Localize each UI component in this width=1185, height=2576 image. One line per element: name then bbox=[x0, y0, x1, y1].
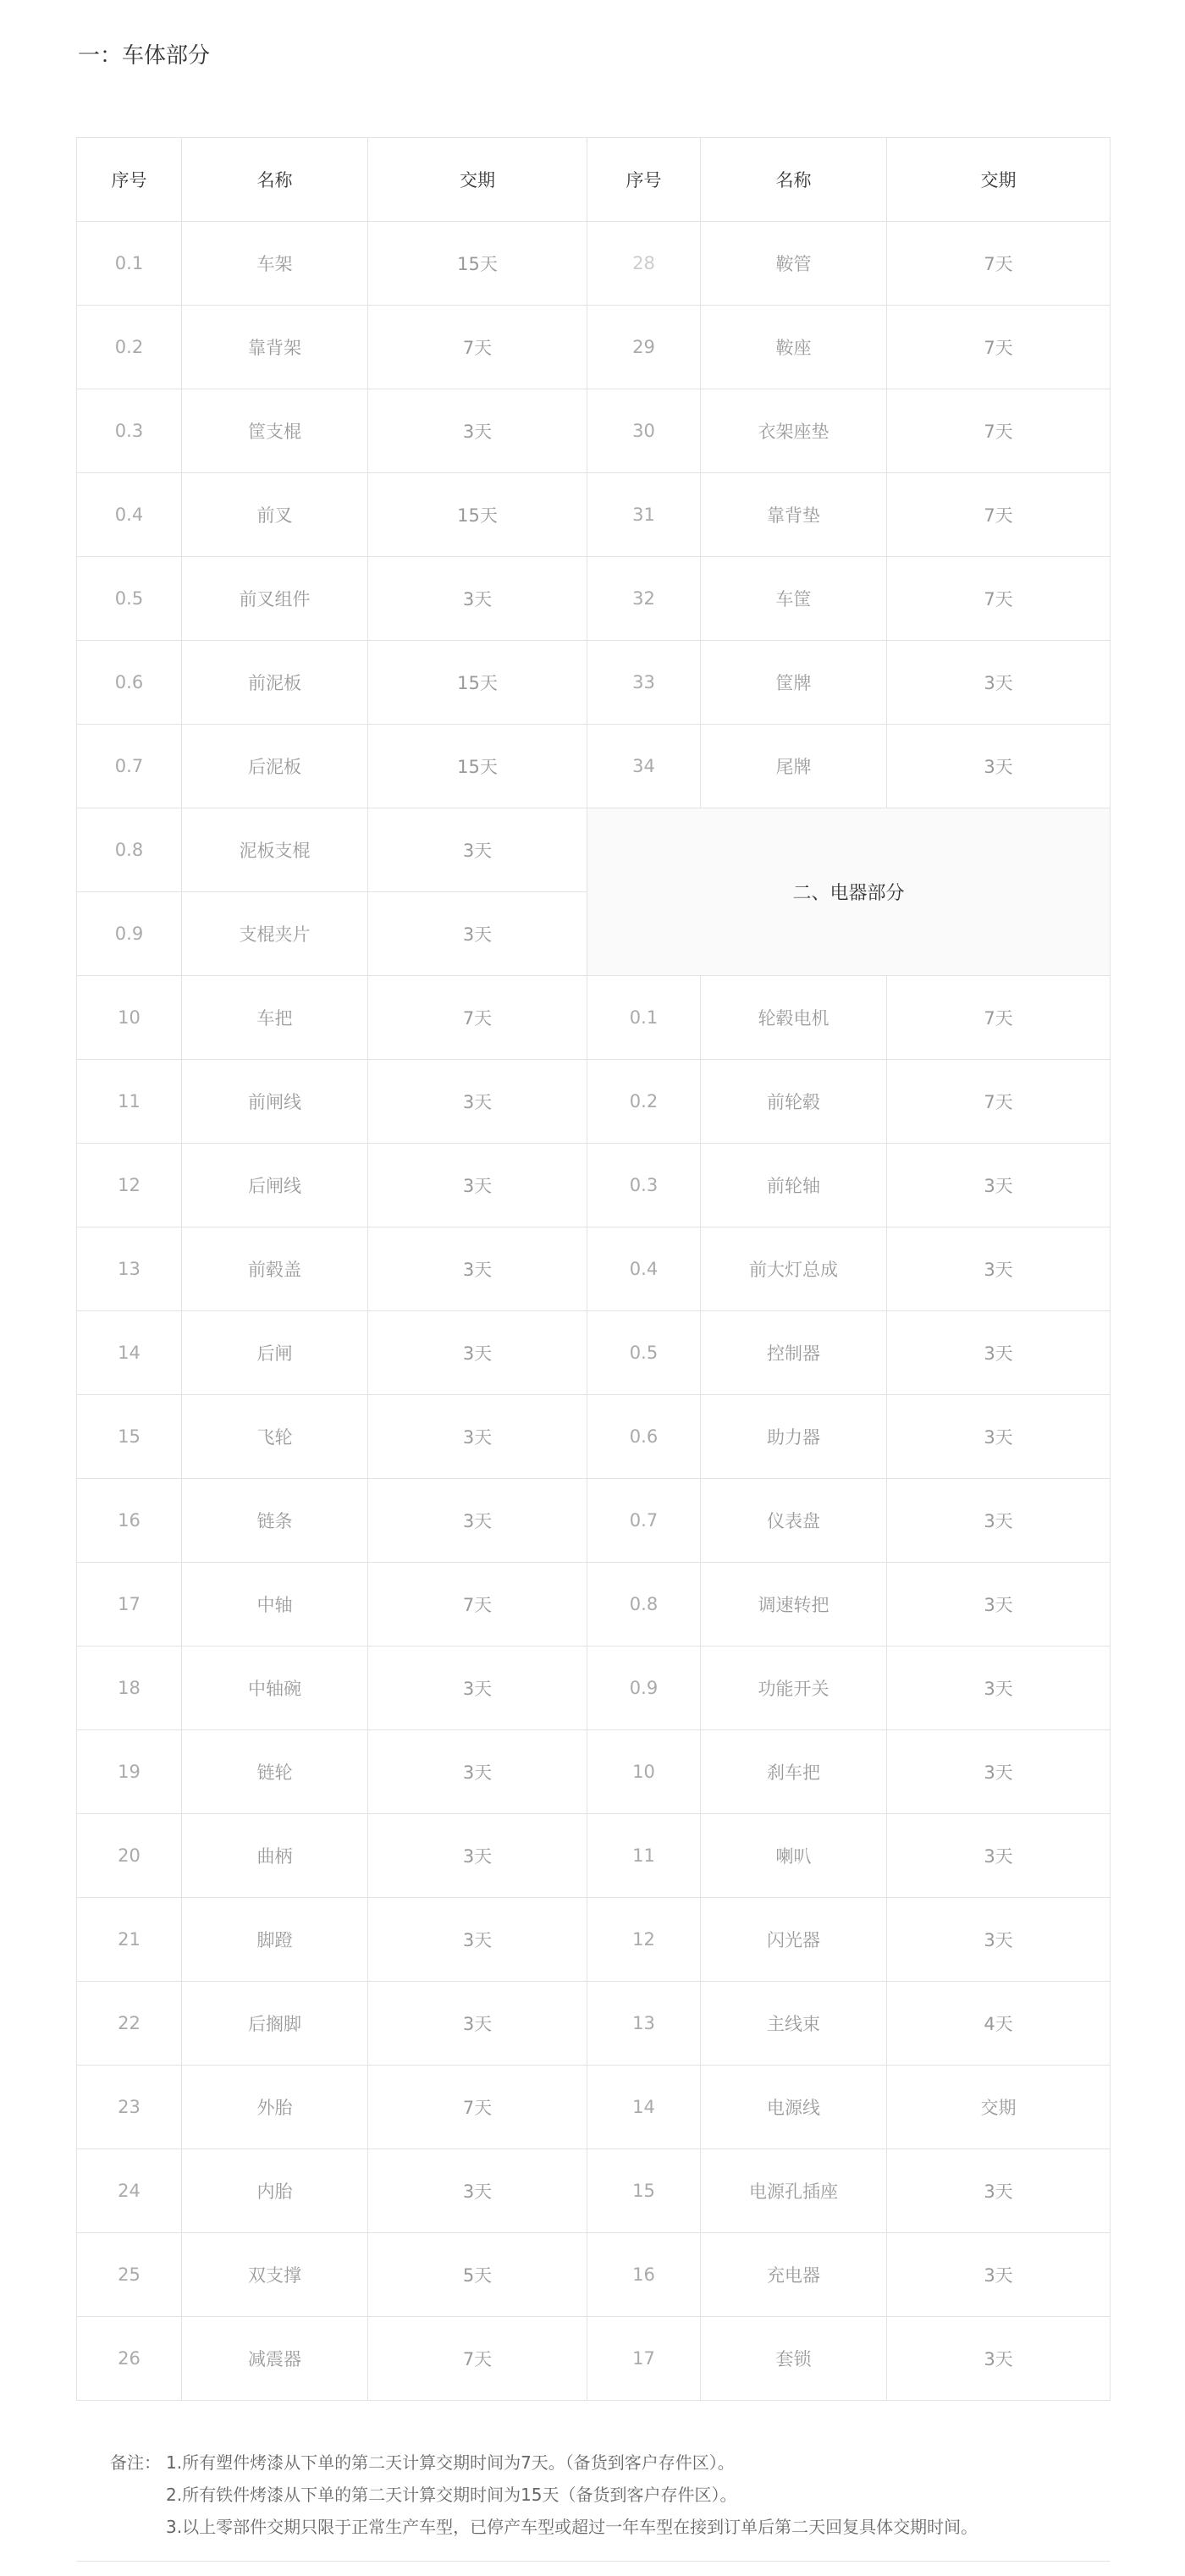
left-seq-cell: 0.3 bbox=[77, 389, 182, 473]
right-lead-cell: 3天 bbox=[887, 641, 1111, 725]
right-lead-cell: 3天 bbox=[887, 1395, 1111, 1479]
left-seq-cell: 15 bbox=[77, 1395, 182, 1479]
right-lead-cell: 7天 bbox=[887, 976, 1111, 1060]
right-name-cell: 主线束 bbox=[701, 1982, 887, 2066]
right-lead-cell: 3天 bbox=[887, 2317, 1111, 2401]
left-lead-cell: 3天 bbox=[368, 1730, 587, 1814]
right-seq-cell: 33 bbox=[587, 641, 701, 725]
left-seq-cell: 0.2 bbox=[77, 306, 182, 389]
header-name-left: 名称 bbox=[182, 138, 368, 222]
left-lead-cell: 3天 bbox=[368, 557, 587, 641]
note-line-2: 2.所有铁件烤漆从下单的第二天计算交期时间为15天（备货到客户存件区）。 bbox=[166, 2485, 737, 2505]
left-lead-cell: 3天 bbox=[368, 1144, 587, 1227]
right-name-cell: 仪表盘 bbox=[701, 1479, 887, 1563]
right-lead-cell: 3天 bbox=[887, 1563, 1111, 1647]
left-lead-cell: 3天 bbox=[368, 1982, 587, 2066]
left-lead-cell: 7天 bbox=[368, 2317, 587, 2401]
left-lead-cell: 5天 bbox=[368, 2233, 587, 2317]
right-lead-cell: 3天 bbox=[887, 725, 1111, 808]
left-seq-cell: 0.1 bbox=[77, 222, 182, 306]
table-body bbox=[77, 222, 1111, 2401]
header-seq-right: 序号 bbox=[587, 138, 701, 222]
left-lead-cell: 3天 bbox=[368, 2149, 587, 2233]
table-row bbox=[77, 1479, 1111, 1563]
right-seq-cell: 29 bbox=[587, 306, 701, 389]
left-seq-cell: 0.5 bbox=[77, 557, 182, 641]
table-row bbox=[77, 389, 1111, 473]
left-seq-cell: 21 bbox=[77, 1898, 182, 1982]
left-name-cell: 前闸线 bbox=[182, 1060, 368, 1144]
table-row bbox=[77, 306, 1111, 389]
right-name-cell: 轮毂电机 bbox=[701, 976, 887, 1060]
right-lead-cell: 3天 bbox=[887, 2149, 1111, 2233]
left-lead-cell: 7天 bbox=[368, 976, 587, 1060]
right-name-cell: 筐牌 bbox=[701, 641, 887, 725]
left-seq-cell: 16 bbox=[77, 1479, 182, 1563]
right-name-cell: 前大灯总成 bbox=[701, 1227, 887, 1311]
table-row bbox=[77, 473, 1111, 557]
right-seq-cell: 13 bbox=[587, 1982, 701, 2066]
right-lead-cell: 3天 bbox=[887, 1227, 1111, 1311]
table-row bbox=[77, 1144, 1111, 1227]
right-lead-cell: 3天 bbox=[887, 2233, 1111, 2317]
table-row bbox=[77, 725, 1111, 808]
table-row bbox=[77, 1395, 1111, 1479]
left-seq-cell: 0.4 bbox=[77, 473, 182, 557]
table-row bbox=[77, 1898, 1111, 1982]
left-name-cell: 链条 bbox=[182, 1479, 368, 1563]
page-title: 一：车体部分 bbox=[78, 43, 211, 69]
right-lead-cell: 7天 bbox=[887, 473, 1111, 557]
left-name-cell: 车把 bbox=[182, 976, 368, 1060]
section-electrical-title: 二、电器部分 bbox=[587, 808, 1111, 976]
table-row bbox=[77, 222, 1111, 306]
right-seq-cell: 30 bbox=[587, 389, 701, 473]
left-lead-cell: 3天 bbox=[368, 1311, 587, 1395]
right-name-cell: 电源孔插座 bbox=[701, 2149, 887, 2233]
header-lead-left: 交期 bbox=[368, 138, 587, 222]
right-name-cell: 前轮轴 bbox=[701, 1144, 887, 1227]
left-name-cell: 靠背架 bbox=[182, 306, 368, 389]
right-name-cell: 充电器 bbox=[701, 2233, 887, 2317]
table-row bbox=[77, 1227, 1111, 1311]
right-name-cell: 电源线 bbox=[701, 2066, 887, 2149]
right-name-cell: 衣架座垫 bbox=[701, 389, 887, 473]
note-line-3: 3.以上零部件交期只限于正常生产车型，已停产车型或超过一年车型在接到订单后第二天回复具体交期时间。 bbox=[166, 2517, 978, 2537]
left-seq-cell: 24 bbox=[77, 2149, 182, 2233]
right-seq-cell: 10 bbox=[587, 1730, 701, 1814]
table-row bbox=[77, 641, 1111, 725]
right-lead-cell: 3天 bbox=[887, 1311, 1111, 1395]
right-lead-cell: 3天 bbox=[887, 1479, 1111, 1563]
notes-section bbox=[76, 2421, 1110, 2562]
header-name-right: 名称 bbox=[701, 138, 887, 222]
left-lead-cell: 7天 bbox=[368, 1563, 587, 1647]
lead-time-table bbox=[76, 137, 1111, 2401]
left-name-cell: 泥板支棍 bbox=[182, 808, 368, 892]
left-name-cell: 车架 bbox=[182, 222, 368, 306]
left-seq-cell: 25 bbox=[77, 2233, 182, 2317]
left-seq-cell: 14 bbox=[77, 1311, 182, 1395]
right-seq-cell: 32 bbox=[587, 557, 701, 641]
left-name-cell: 曲柄 bbox=[182, 1814, 368, 1898]
right-seq-cell: 15 bbox=[587, 2149, 701, 2233]
left-name-cell: 后搁脚 bbox=[182, 1982, 368, 2066]
left-lead-cell: 15天 bbox=[368, 222, 587, 306]
right-seq-cell: 14 bbox=[587, 2066, 701, 2149]
table-row bbox=[77, 1647, 1111, 1730]
left-lead-cell: 15天 bbox=[368, 725, 587, 808]
right-name-cell: 鞍管 bbox=[701, 222, 887, 306]
right-lead-cell: 交期 bbox=[887, 2066, 1111, 2149]
right-lead-cell: 7天 bbox=[887, 1060, 1111, 1144]
left-lead-cell: 3天 bbox=[368, 1898, 587, 1982]
right-name-cell: 刹车把 bbox=[701, 1730, 887, 1814]
left-name-cell: 支棍夹片 bbox=[182, 892, 368, 976]
table-row bbox=[77, 2317, 1111, 2401]
right-seq-cell: 17 bbox=[587, 2317, 701, 2401]
left-seq-cell: 0.9 bbox=[77, 892, 182, 976]
left-seq-cell: 18 bbox=[77, 1647, 182, 1730]
right-seq-cell: 31 bbox=[587, 473, 701, 557]
left-lead-cell: 7天 bbox=[368, 2066, 587, 2149]
left-lead-cell: 3天 bbox=[368, 1395, 587, 1479]
right-name-cell: 车筐 bbox=[701, 557, 887, 641]
right-lead-cell: 3天 bbox=[887, 1647, 1111, 1730]
right-lead-cell: 7天 bbox=[887, 306, 1111, 389]
left-name-cell: 中轴碗 bbox=[182, 1647, 368, 1730]
table-row bbox=[77, 1730, 1111, 1814]
table-row bbox=[77, 1982, 1111, 2066]
left-seq-cell: 13 bbox=[77, 1227, 182, 1311]
left-seq-cell: 20 bbox=[77, 1814, 182, 1898]
left-seq-cell: 26 bbox=[77, 2317, 182, 2401]
right-lead-cell: 3天 bbox=[887, 1898, 1111, 1982]
left-name-cell: 前叉 bbox=[182, 473, 368, 557]
right-name-cell: 助力器 bbox=[701, 1395, 887, 1479]
left-lead-cell: 3天 bbox=[368, 389, 587, 473]
table-row bbox=[77, 808, 1111, 892]
left-lead-cell: 3天 bbox=[368, 1479, 587, 1563]
left-name-cell: 前泥板 bbox=[182, 641, 368, 725]
right-seq-cell: 0.9 bbox=[587, 1647, 701, 1730]
left-lead-cell: 3天 bbox=[368, 892, 587, 976]
right-name-cell: 控制器 bbox=[701, 1311, 887, 1395]
left-seq-cell: 0.6 bbox=[77, 641, 182, 725]
right-seq-cell: 12 bbox=[587, 1898, 701, 1982]
left-lead-cell: 3天 bbox=[368, 1814, 587, 1898]
note-line-1: 1.所有塑件烤漆从下单的第二天计算交期时间为7天。（备货到客户存件区）。 bbox=[166, 2452, 735, 2473]
right-seq-cell: 0.8 bbox=[587, 1563, 701, 1647]
right-name-cell: 调速转把 bbox=[701, 1563, 887, 1647]
table-row bbox=[77, 2149, 1111, 2233]
table-row bbox=[77, 1311, 1111, 1395]
right-lead-cell: 7天 bbox=[887, 222, 1111, 306]
right-seq-cell: 16 bbox=[587, 2233, 701, 2317]
header-seq-left: 序号 bbox=[77, 138, 182, 222]
left-name-cell: 后泥板 bbox=[182, 725, 368, 808]
right-seq-cell: 0.4 bbox=[587, 1227, 701, 1311]
right-lead-cell: 3天 bbox=[887, 1730, 1111, 1814]
right-name-cell: 尾牌 bbox=[701, 725, 887, 808]
left-name-cell: 飞轮 bbox=[182, 1395, 368, 1479]
right-name-cell: 前轮毂 bbox=[701, 1060, 887, 1144]
left-lead-cell: 3天 bbox=[368, 1647, 587, 1730]
left-seq-cell: 12 bbox=[77, 1144, 182, 1227]
right-name-cell: 套锁 bbox=[701, 2317, 887, 2401]
left-seq-cell: 10 bbox=[77, 976, 182, 1060]
right-lead-cell: 7天 bbox=[887, 557, 1111, 641]
left-seq-cell: 0.7 bbox=[77, 725, 182, 808]
left-name-cell: 前毂盖 bbox=[182, 1227, 368, 1311]
table-row bbox=[77, 1563, 1111, 1647]
table-header-row bbox=[77, 138, 1111, 222]
right-lead-cell: 7天 bbox=[887, 389, 1111, 473]
left-lead-cell: 7天 bbox=[368, 306, 587, 389]
left-name-cell: 外胎 bbox=[182, 2066, 368, 2149]
right-name-cell: 闪光器 bbox=[701, 1898, 887, 1982]
left-name-cell: 减震器 bbox=[182, 2317, 368, 2401]
left-seq-cell: 19 bbox=[77, 1730, 182, 1814]
table-row bbox=[77, 1060, 1111, 1144]
right-seq-cell: 28 bbox=[587, 222, 701, 306]
right-seq-cell: 0.2 bbox=[587, 1060, 701, 1144]
table-row bbox=[77, 557, 1111, 641]
right-lead-cell: 4天 bbox=[887, 1982, 1111, 2066]
left-name-cell: 筐支棍 bbox=[182, 389, 368, 473]
left-name-cell: 前叉组件 bbox=[182, 557, 368, 641]
right-lead-cell: 3天 bbox=[887, 1814, 1111, 1898]
left-seq-cell: 11 bbox=[77, 1060, 182, 1144]
right-name-cell: 喇叭 bbox=[701, 1814, 887, 1898]
left-name-cell: 脚蹬 bbox=[182, 1898, 368, 1982]
notes-label: 备注： bbox=[110, 2452, 161, 2473]
table-row bbox=[77, 2233, 1111, 2317]
header-lead-right: 交期 bbox=[887, 138, 1111, 222]
right-name-cell: 鞍座 bbox=[701, 306, 887, 389]
left-name-cell: 链轮 bbox=[182, 1730, 368, 1814]
left-lead-cell: 3天 bbox=[368, 1060, 587, 1144]
left-name-cell: 内胎 bbox=[182, 2149, 368, 2233]
right-seq-cell: 0.5 bbox=[587, 1311, 701, 1395]
left-seq-cell: 0.8 bbox=[77, 808, 182, 892]
right-lead-cell: 3天 bbox=[887, 1144, 1111, 1227]
left-seq-cell: 23 bbox=[77, 2066, 182, 2149]
right-seq-cell: 0.7 bbox=[587, 1479, 701, 1563]
right-seq-cell: 11 bbox=[587, 1814, 701, 1898]
left-seq-cell: 22 bbox=[77, 1982, 182, 2066]
right-seq-cell: 0.1 bbox=[587, 976, 701, 1060]
left-seq-cell: 17 bbox=[77, 1563, 182, 1647]
right-seq-cell: 34 bbox=[587, 725, 701, 808]
left-lead-cell: 15天 bbox=[368, 641, 587, 725]
table-row bbox=[77, 976, 1111, 1060]
table-row bbox=[77, 2066, 1111, 2149]
left-name-cell: 后闸线 bbox=[182, 1144, 368, 1227]
right-name-cell: 功能开关 bbox=[701, 1647, 887, 1730]
right-seq-cell: 0.3 bbox=[587, 1144, 701, 1227]
left-lead-cell: 3天 bbox=[368, 808, 587, 892]
left-lead-cell: 15天 bbox=[368, 473, 587, 557]
right-name-cell: 靠背垫 bbox=[701, 473, 887, 557]
right-seq-cell: 0.6 bbox=[587, 1395, 701, 1479]
left-lead-cell: 3天 bbox=[368, 1227, 587, 1311]
left-name-cell: 中轴 bbox=[182, 1563, 368, 1647]
left-name-cell: 双支撑 bbox=[182, 2233, 368, 2317]
table-row bbox=[77, 1814, 1111, 1898]
left-name-cell: 后闸 bbox=[182, 1311, 368, 1395]
